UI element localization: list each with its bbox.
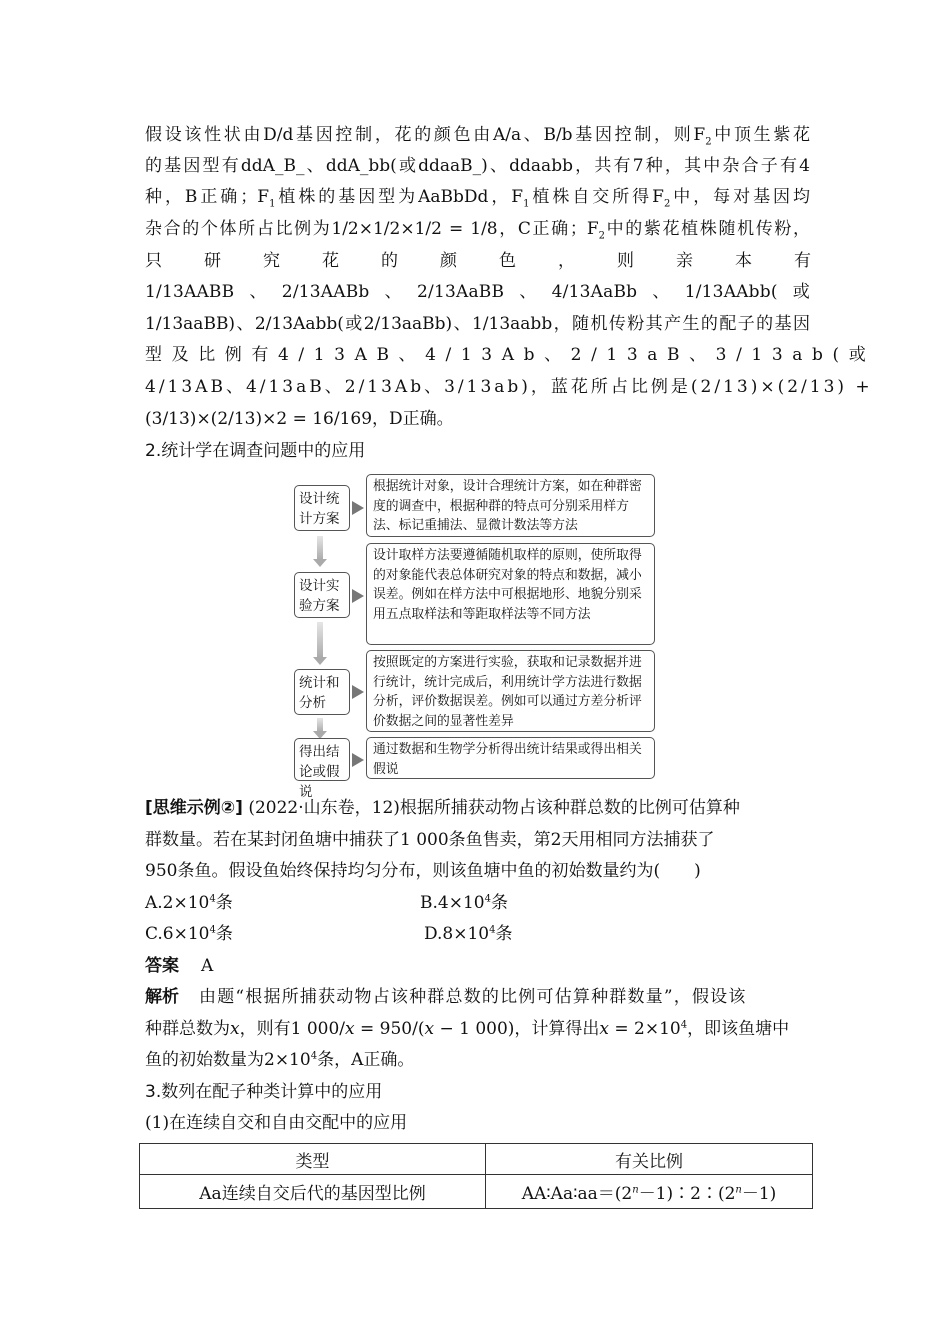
analysis-line-3: 鱼的初始数量为$2\times 10^4$条，A正确。	[145, 1050, 415, 1070]
table-header-row	[140, 1144, 813, 1175]
flow-step-4-desc: 通过数据和生物学分析得出统计结果或得出相关假说	[366, 737, 655, 779]
table-cell-type: Aa连续自交后代的基因型比例	[140, 1175, 486, 1209]
flow-step-3-label: 统计和分析	[294, 669, 350, 715]
flow-step-2-label: 设计实验方案	[294, 572, 350, 618]
table-header-type: 类型	[140, 1144, 486, 1175]
paragraph-line-5: 只研究花的颜色，则亲本有	[145, 251, 853, 271]
flow-connector-4	[352, 753, 364, 767]
section-3-title: 3.数列在配子种类计算中的应用	[145, 1082, 383, 1102]
paragraph-line-2: 的基因型有ddA_B_、ddA_bb(或ddaaB_)、ddaabb，共有7种，其中杂合子有4	[145, 156, 810, 176]
paragraph-line-1: 假设该性状由D/d基因控制，花的颜色由A/a、B/b基因控制，则$F_2$中顶生紫花	[145, 125, 811, 148]
option-c: $C.6\times 10^4$条	[145, 924, 233, 944]
flow-step-2-desc: 设计取样方法要遵循随机取样的原则，使所取得的对象能代表总体研究对象的特点和数据，减小误差。例如在样方法中可根据地形、地貌分别采用五点取样法和等距取样法等不同方法	[366, 543, 655, 645]
flow-connector-1	[352, 501, 364, 515]
answer-label: 答案	[145, 956, 179, 976]
option-b: $B.4\times 10^4$条	[420, 893, 508, 913]
paragraph-line-4: 杂合的个体所占比例为1/2×1/2×1/2 = 1/8，C正确；$F_2$中的紫花植株随机传粉，	[145, 219, 811, 242]
flow-step-4-label: 得出结论或假说	[294, 738, 350, 781]
paragraph-line-8: 型及比例有4/13AB、4/13Ab、2/13aB、3/13ab(或	[145, 345, 876, 365]
table-header-ratio: 有关比例	[486, 1144, 813, 1175]
flow-connector-3	[352, 685, 364, 699]
subsection-1-title: (1)在连续自交和自由交配中的应用	[145, 1113, 408, 1133]
paragraph-line-6: 1/13AABB、2/13AABb、2/13AaBB、4/13AaBb、1/13AAbb(或	[145, 282, 810, 302]
paragraph-line-7: 1/13aaBB)、2/13Aabb(或2/13aaBb)、1/13aabb，随机传粉其产生的配子的基因	[145, 314, 810, 334]
flow-arrow-1	[317, 536, 323, 560]
ratio-table	[139, 1143, 813, 1209]
analysis-line-2: 种群总数为x，则有1 000/x = 950/(x − 1 000)，计算得出$x = 2\times 10^4$，即该鱼塘中	[145, 1019, 790, 1039]
paragraph-line-10: (3/13)×(2/13)×2 = 16/169，D正确。	[145, 409, 454, 429]
analysis-line-1: 解析 由题“根据所捕获动物占该种群总数的比例可估算种群数量”，假设该	[145, 987, 747, 1007]
paragraph-line-3: 种，B正确；$F_1$植株的基因型为AaBbDd，$F_1$植株自交所得$F_2$中，每对基因均	[145, 187, 810, 210]
option-a: $A.2\times 10^4$条	[145, 893, 233, 913]
flow-connector-2	[352, 589, 364, 603]
flow-arrow-2	[317, 622, 323, 658]
flow-step-3-desc: 按照既定的方案进行实验，获取和记录数据并进行统计，统计完成后，利用统计学方法进行数据分析，评价数据误差。例如可以通过方差分析评价数据之间的显著性差异	[366, 650, 655, 732]
flow-step-1-desc: 根据统计对象，设计合理统计方案，如在种群密度的调查中，根据种群的特点可分别采用样方法、标记重捕法、显微计数法等方法	[366, 474, 655, 537]
paragraph-line-9: 4/13AB、4/13aB、2/13Ab、3/13ab)，蓝花所占比例是(2/13)×(2/13) +	[145, 377, 873, 397]
example-line-1: [思维示例②] (2022·山东卷，12)根据所捕获动物占该种群总数的比例可估算种	[145, 798, 740, 818]
option-d: $D.8\times 10^4$条	[424, 924, 513, 944]
flow-arrowhead-1	[313, 559, 327, 567]
flow-arrow-3	[317, 718, 323, 732]
example-line-3: 950条鱼。假设鱼始终保持均匀分布，则该鱼塘中鱼的初始数量约为( )	[145, 861, 701, 881]
flow-arrowhead-2	[313, 657, 327, 665]
example-tag: [思维示例②]	[145, 798, 243, 818]
section-2-title: 2.统计学在调查问题中的应用	[145, 441, 366, 461]
answer-line	[145, 955, 810, 977]
flow-step-1-label: 设计统计方案	[294, 485, 350, 531]
analysis-label: 解析	[145, 987, 179, 1007]
table-row	[140, 1175, 813, 1209]
table-cell-ratio: $AA∶Aa∶aa=(2^n-1)∶2∶(2^n-1)$	[486, 1175, 813, 1209]
answer-value: A	[201, 956, 214, 976]
example-line-2: 群数量。若在某封闭鱼塘中捕获了1 000条鱼售卖，第2天用相同方法捕获了	[145, 830, 715, 850]
